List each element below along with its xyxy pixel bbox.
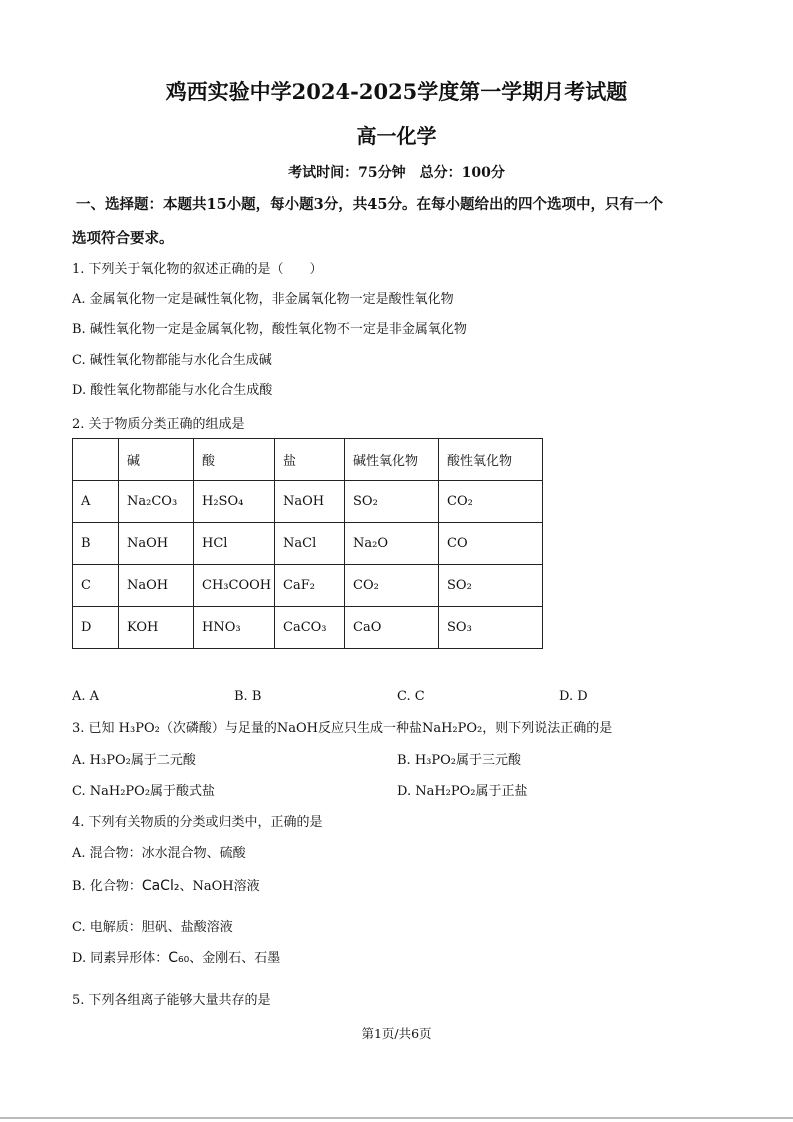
- table-row: [73, 523, 543, 565]
- table-cell: Na₂CO₃: [119, 481, 194, 523]
- exam-info: 考试时间：75分钟 总分：100分: [288, 165, 505, 181]
- table-cell: HNO₃: [194, 607, 275, 649]
- question-3-option-b: B. H₃PO₂属于三元酸: [397, 753, 521, 768]
- classification-table: [72, 438, 543, 649]
- table-cell: CaCO₃: [275, 607, 345, 649]
- table-row: [73, 481, 543, 523]
- question-1-option-c: C. 碱性氧化物都能与水化合生成碱: [72, 353, 272, 368]
- table-header-cell: 碱: [119, 439, 194, 481]
- question-1-stem: 1. 下列关于氧化物的叙述正确的是（ ）: [72, 262, 323, 277]
- table-cell: A: [73, 481, 119, 523]
- table-row: [73, 565, 543, 607]
- question-1-option-a: A. 金属氧化物一定是碱性氧化物，非金属氧化物一定是酸性氧化物: [72, 292, 454, 307]
- table-cell: SO₂: [345, 481, 439, 523]
- question-2-stem: 2. 关于物质分类正确的组成是: [72, 417, 245, 432]
- table-cell: B: [73, 523, 119, 565]
- question-2-choice-c: C. C: [397, 689, 425, 704]
- option-b-suffix: 、NaOH溶液: [179, 879, 260, 894]
- table-cell: CO: [439, 523, 543, 565]
- section-heading-line1: 一、选择题：本题共15小题，每小题3分，共45分。在每小题给出的四个选项中，只有一个: [76, 196, 663, 213]
- table-header-cell: [73, 439, 119, 481]
- table-cell: H₂SO₄: [194, 481, 275, 523]
- section-heading-line2: 选项符合要求。: [72, 230, 174, 247]
- bottom-divider: [0, 1117, 793, 1119]
- question-4-option-a: A. 混合物：冰水混合物、硫酸: [72, 846, 246, 861]
- exam-title: 鸡西实验中学2024-2025学度第一学期月考试题: [165, 79, 628, 104]
- table-header-row: [73, 439, 543, 481]
- question-5-stem: 5. 下列各组离子能够大量共存的是: [72, 993, 271, 1008]
- question-4-stem: 4. 下列有关物质的分类或归类中，正确的是: [72, 815, 323, 830]
- question-4-option-b: [72, 875, 260, 894]
- question-1-option-d: D. 酸性氧化物都能与水化合生成酸: [72, 383, 273, 398]
- page-footer: 第1页/共6页: [361, 1026, 432, 1041]
- formula-c60: C₆₀: [168, 950, 190, 966]
- question-3-stem: 3. 已知 H₃PO₂（次磷酸）与足量的NaOH反应只生成一种盐NaH₂PO₂，则下列说法正确的是: [72, 721, 613, 736]
- table-row: [73, 607, 543, 649]
- option-b-prefix: B. 化合物：: [72, 879, 142, 894]
- table-cell: CO₂: [345, 565, 439, 607]
- table-cell: CaO: [345, 607, 439, 649]
- question-1-option-b: B. 碱性氧化物一定是金属氧化物，酸性氧化物不一定是非金属氧化物: [72, 322, 467, 337]
- table-header-cell: 酸性氧化物: [439, 439, 543, 481]
- table-cell: NaCl: [275, 523, 345, 565]
- table-cell: NaOH: [119, 565, 194, 607]
- subject-title: 高一化学: [356, 124, 437, 148]
- table-cell: NaOH: [275, 481, 345, 523]
- question-2-choice-a: A. A: [72, 689, 100, 704]
- table-header-cell: 盐: [275, 439, 345, 481]
- table-cell: Na₂O: [345, 523, 439, 565]
- question-2-choice-b: B. B: [234, 689, 262, 704]
- question-3-option-c: C. NaH₂PO₂属于酸式盐: [72, 784, 216, 799]
- table-cell: KOH: [119, 607, 194, 649]
- option-d-prefix: D. 同素异形体：: [72, 951, 169, 966]
- question-4-option-d: [72, 947, 280, 966]
- table-cell: CH₃COOH: [194, 565, 275, 607]
- table-header-cell: 酸: [194, 439, 275, 481]
- question-3-option-a: A. H₃PO₂属于二元酸: [72, 753, 196, 768]
- option-d-suffix: 、金刚石、石墨: [189, 951, 281, 966]
- table-cell: CO₂: [439, 481, 543, 523]
- table-cell: SO₂: [439, 565, 543, 607]
- table-cell: D: [73, 607, 119, 649]
- table-cell: CaF₂: [275, 565, 345, 607]
- table-cell: NaOH: [119, 523, 194, 565]
- table-cell: HCl: [194, 523, 275, 565]
- question-3-option-d: D. NaH₂PO₂属于正盐: [397, 784, 528, 799]
- table-header-cell: 碱性氧化物: [345, 439, 439, 481]
- question-2-choice-d: D. D: [559, 689, 588, 704]
- table-cell: C: [73, 565, 119, 607]
- question-4-option-c: C. 电解质：胆矾、盐酸溶液: [72, 920, 233, 935]
- table-cell: SO₃: [439, 607, 543, 649]
- formula-cacl2: CaCl₂: [141, 878, 180, 894]
